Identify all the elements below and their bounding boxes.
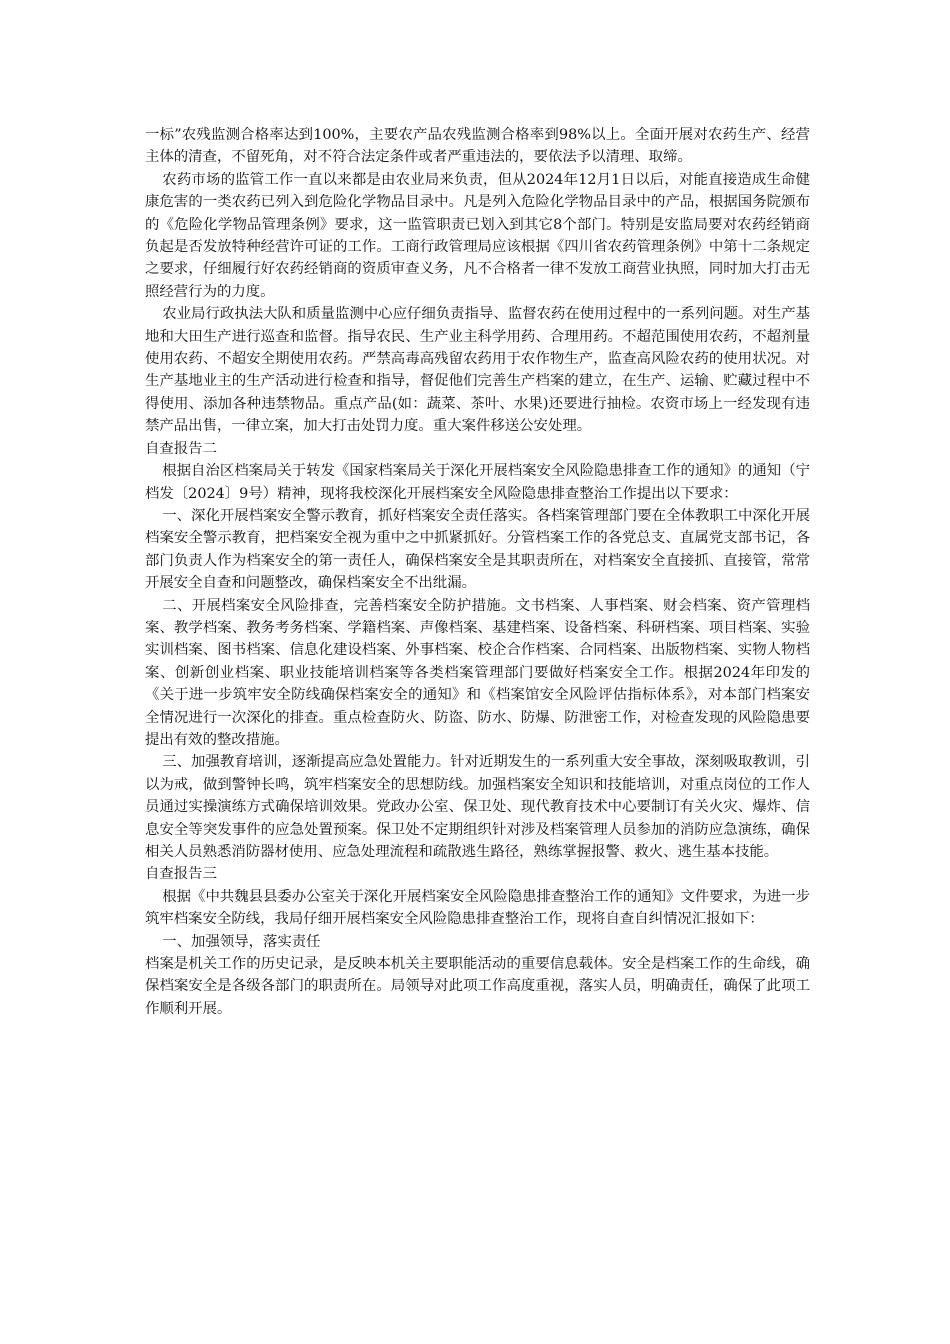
paragraph-report-2-intro: 根据自治区档案局关于转发《国家档案局关于深化开展档案安全风险隐患排查工作的通知》的通知（宁档发〔2024〕9号）精神，现将我校深化开展档案安全风险隐患排查整治工作提出以下要求： [145, 463, 810, 502]
paragraph-pesticide-market: 农药市场的监管工作一直以来都是由农业局来负责，但从2024年12月1日以后，对能直接造成生命健康危害的一类农药已列入到危险化学物品目录中。凡是列入危险化学物品目录中的产品，根据国务院颁布的《危险化学物品管理条例》要求，这一监管职责已划入到其它8个部门。特别是安监局要对农药经销商负起是否发放特种经营许可证的工作。工商行政管理局应该根据《四川省农药管理条例》中第十二条规定之要求，仔细履行好农药经销商的资质审查义务，凡不合格者一律不发放工商营业执照，同时加大打击无照经营行为的力度。 [145, 171, 810, 300]
paragraph-report-2-item-2: 二、开展档案安全风险排查，完善档案安全防护措施。文书档案、人事档案、财会档案、资产管理档案、教学档案、教务考务档案、学籍档案、声像档案、基建档案、设备档案、科研档案、项目档案、实验实训档案、图书档案、信息化建设档案、外事档案、校企合作档案、合同档案、出版物档案、实物人物档案、创新创业档案、职业技能培训档案等各类档案管理部门要做好档案安全工作。根据2024年印发的《关于进一步筑牢安全防线确保档案安全的通知》和《档案馆安全风险评估指标体系》，对本部门档案安全情况进行一次深化的排查。重点检查防火、防盗、防水、防爆、防泄密工作，对检查发现的风险隐患要提出有效的整改措施。 [145, 597, 810, 748]
paragraph-report-2-item-3: 三、加强教育培训，逐渐提高应急处置能力。针对近期发生的一系列重大安全事故，深刻吸取教训，引以为戒，做到警钟长鸣，筑牢档案安全的思想防线。加强档案安全知识和技能培训，对重点岗位的工作人员通过实操演练方式确保培训效果。党政办公室、保卫处、现代教育技术中心要制订有关火灾、爆炸、信息安全等突发事件的应急处置预案。保卫处不定期组织针对涉及档案管理人员参加的消防应急演练，确保相关人员熟悉消防器材使用、应急处理流程和疏散逃生路径，熟练掌握报警、救火、逃生基本技能。 [145, 754, 810, 860]
section-heading-report-3: 自查报告三 [145, 866, 217, 883]
paragraph-report-3-item-1-body: 档案是机关工作的历史记录，是反映本机关主要职能活动的重要信息载体。安全是档案工作的生命线，确保档案安全是各级各部门的职责所在。局领导对此项工作高度重视，落实人员，明确责任，确保了此项工作顺利开展。 [145, 956, 810, 1017]
section-heading-report-2: 自查报告二 [145, 440, 217, 457]
paragraph-report-3-item-1-heading: 一、加强领导，落实责任 [162, 933, 321, 950]
paragraph-report-2-item-1: 一、深化开展档案安全警示教育，抓好档案安全责任落实。各档案管理部门要在全体教职工中深化开展档案安全警示教育，把档案安全视为重中之中抓紧抓好。分管档案工作的各党总支、直属党支部书记，各部门负责人作为档案安全的第一责任人，确保档案安全是其职责所在，对档案安全直接抓、直接管，常常开展安全自查和问题整改，确保档案安全不出纰漏。 [145, 507, 810, 592]
document-body [145, 124, 810, 1020]
paragraph-report-3-intro: 根据《中共魏县县委办公室关于深化开展档案安全风险隐患排查整治工作的通知》文件要求，为进一步筑牢档案安全防线，我局仔细开展档案安全风险隐患排查整治工作，现将自查自纠情况汇报如下： [145, 888, 810, 928]
paragraph-pesticide-target: 一标”农残监测合格率达到100%，主要农产品农残监测合格率到98%以上。全面开展对农药生产、经营主体的清查，不留死角，对不符合法定条件或者严重违法的，要依法予以清理、取缔。 [145, 127, 810, 166]
paragraph-agriculture-bureau: 农业局行政执法大队和质量监测中心应仔细负责指导、监督农药在使用过程中的一系列问题。对生产基地和大田生产进行巡查和监督。指导农民、生产业主科学用药、合理用药。不超范围使用农药，不超剂量使用农药、不超安全期使用农药。严禁高毒高残留农药用于农作物生产，监查高风险农药的使用状况。对生产基地业主的生产活动进行检查和指导，督促他们完善生产档案的建立，在生产、运输、贮藏过程中不得使用、添加各种违禁物品。重点产品(如：蔬菜、茶叶、水果)还要进行抽检。农资市场上一经发现有违禁产品出售，一律立案，加大打击处罚力度。重大案件移送公安处理。 [145, 306, 810, 435]
